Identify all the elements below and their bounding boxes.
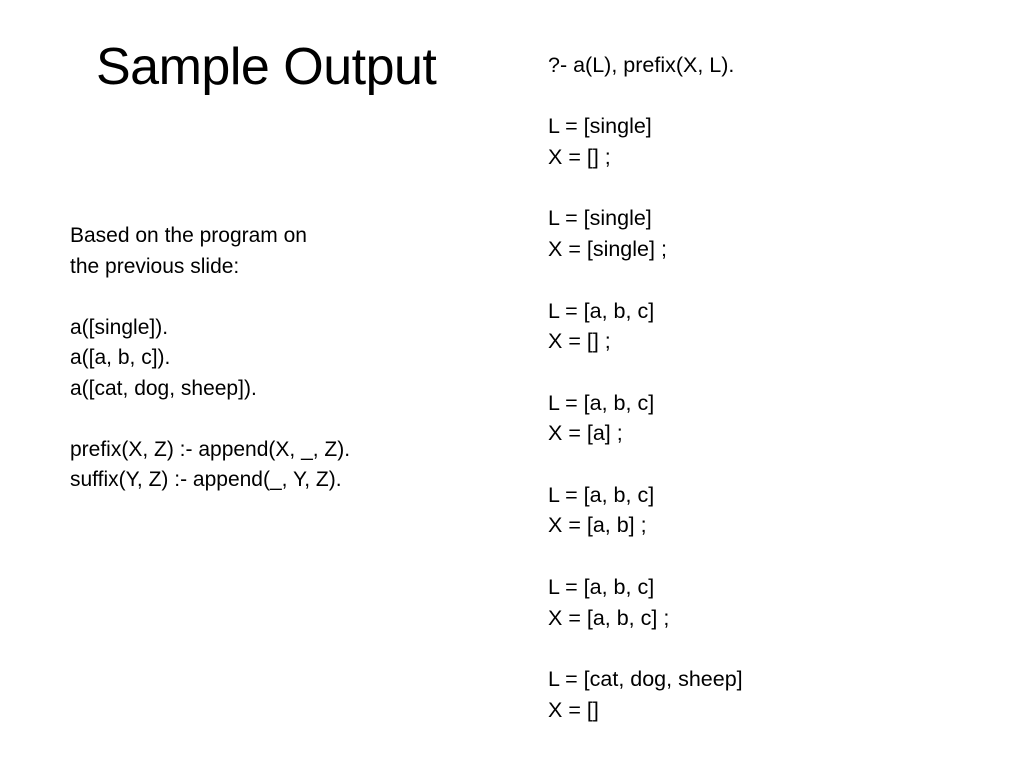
- result-l-line: L = [single]: [548, 206, 652, 231]
- spacer: [548, 357, 1008, 388]
- result-x-line: X = [a, b, c] ;: [548, 605, 670, 630]
- result-l-line: L = [a, b, c]: [548, 298, 655, 323]
- result-x-line: X = []: [548, 697, 599, 722]
- result-x-line: X = [] ;: [548, 145, 611, 170]
- slide-title: Sample Output: [96, 38, 437, 96]
- fact-line: a([cat, dog, sheep]).: [70, 376, 257, 400]
- query-line: ?- a(L), prefix(X, L).: [548, 53, 735, 77]
- result-l-line: L = [a, b, c]: [548, 574, 655, 599]
- spacer: [548, 173, 1008, 204]
- spacer: [548, 265, 1008, 296]
- fact-line: a([single]).: [70, 315, 169, 339]
- spacer: [70, 404, 490, 435]
- intro-line: Based on the program on: [70, 224, 307, 247]
- result-l-line: L = [single]: [548, 114, 652, 139]
- result-l-line: L = [a, b, c]: [548, 482, 655, 507]
- result-l-line: L = [a, b, c]: [548, 390, 655, 415]
- spacer: [548, 633, 1008, 664]
- program-description: [70, 221, 490, 496]
- result-x-line: X = [single] ;: [548, 237, 667, 262]
- intro-line: the previous slide:: [70, 254, 240, 278]
- rule-line: prefix(X, Z) :- append(X, _, Z).: [70, 437, 351, 461]
- fact-line: a([a, b, c]).: [70, 346, 171, 369]
- result-x-line: X = [a] ;: [548, 421, 623, 446]
- spacer: [548, 81, 1008, 112]
- result-l-line: L = [cat, dog, sheep]: [548, 666, 743, 691]
- spacer: [548, 449, 1008, 480]
- spacer: [70, 282, 490, 313]
- query-output: [548, 50, 1008, 725]
- spacer: [548, 541, 1008, 572]
- result-x-line: X = [] ;: [548, 329, 611, 354]
- rule-line: suffix(Y, Z) :- append(_, Y, Z).: [70, 468, 342, 491]
- result-x-line: X = [a, b] ;: [548, 513, 647, 538]
